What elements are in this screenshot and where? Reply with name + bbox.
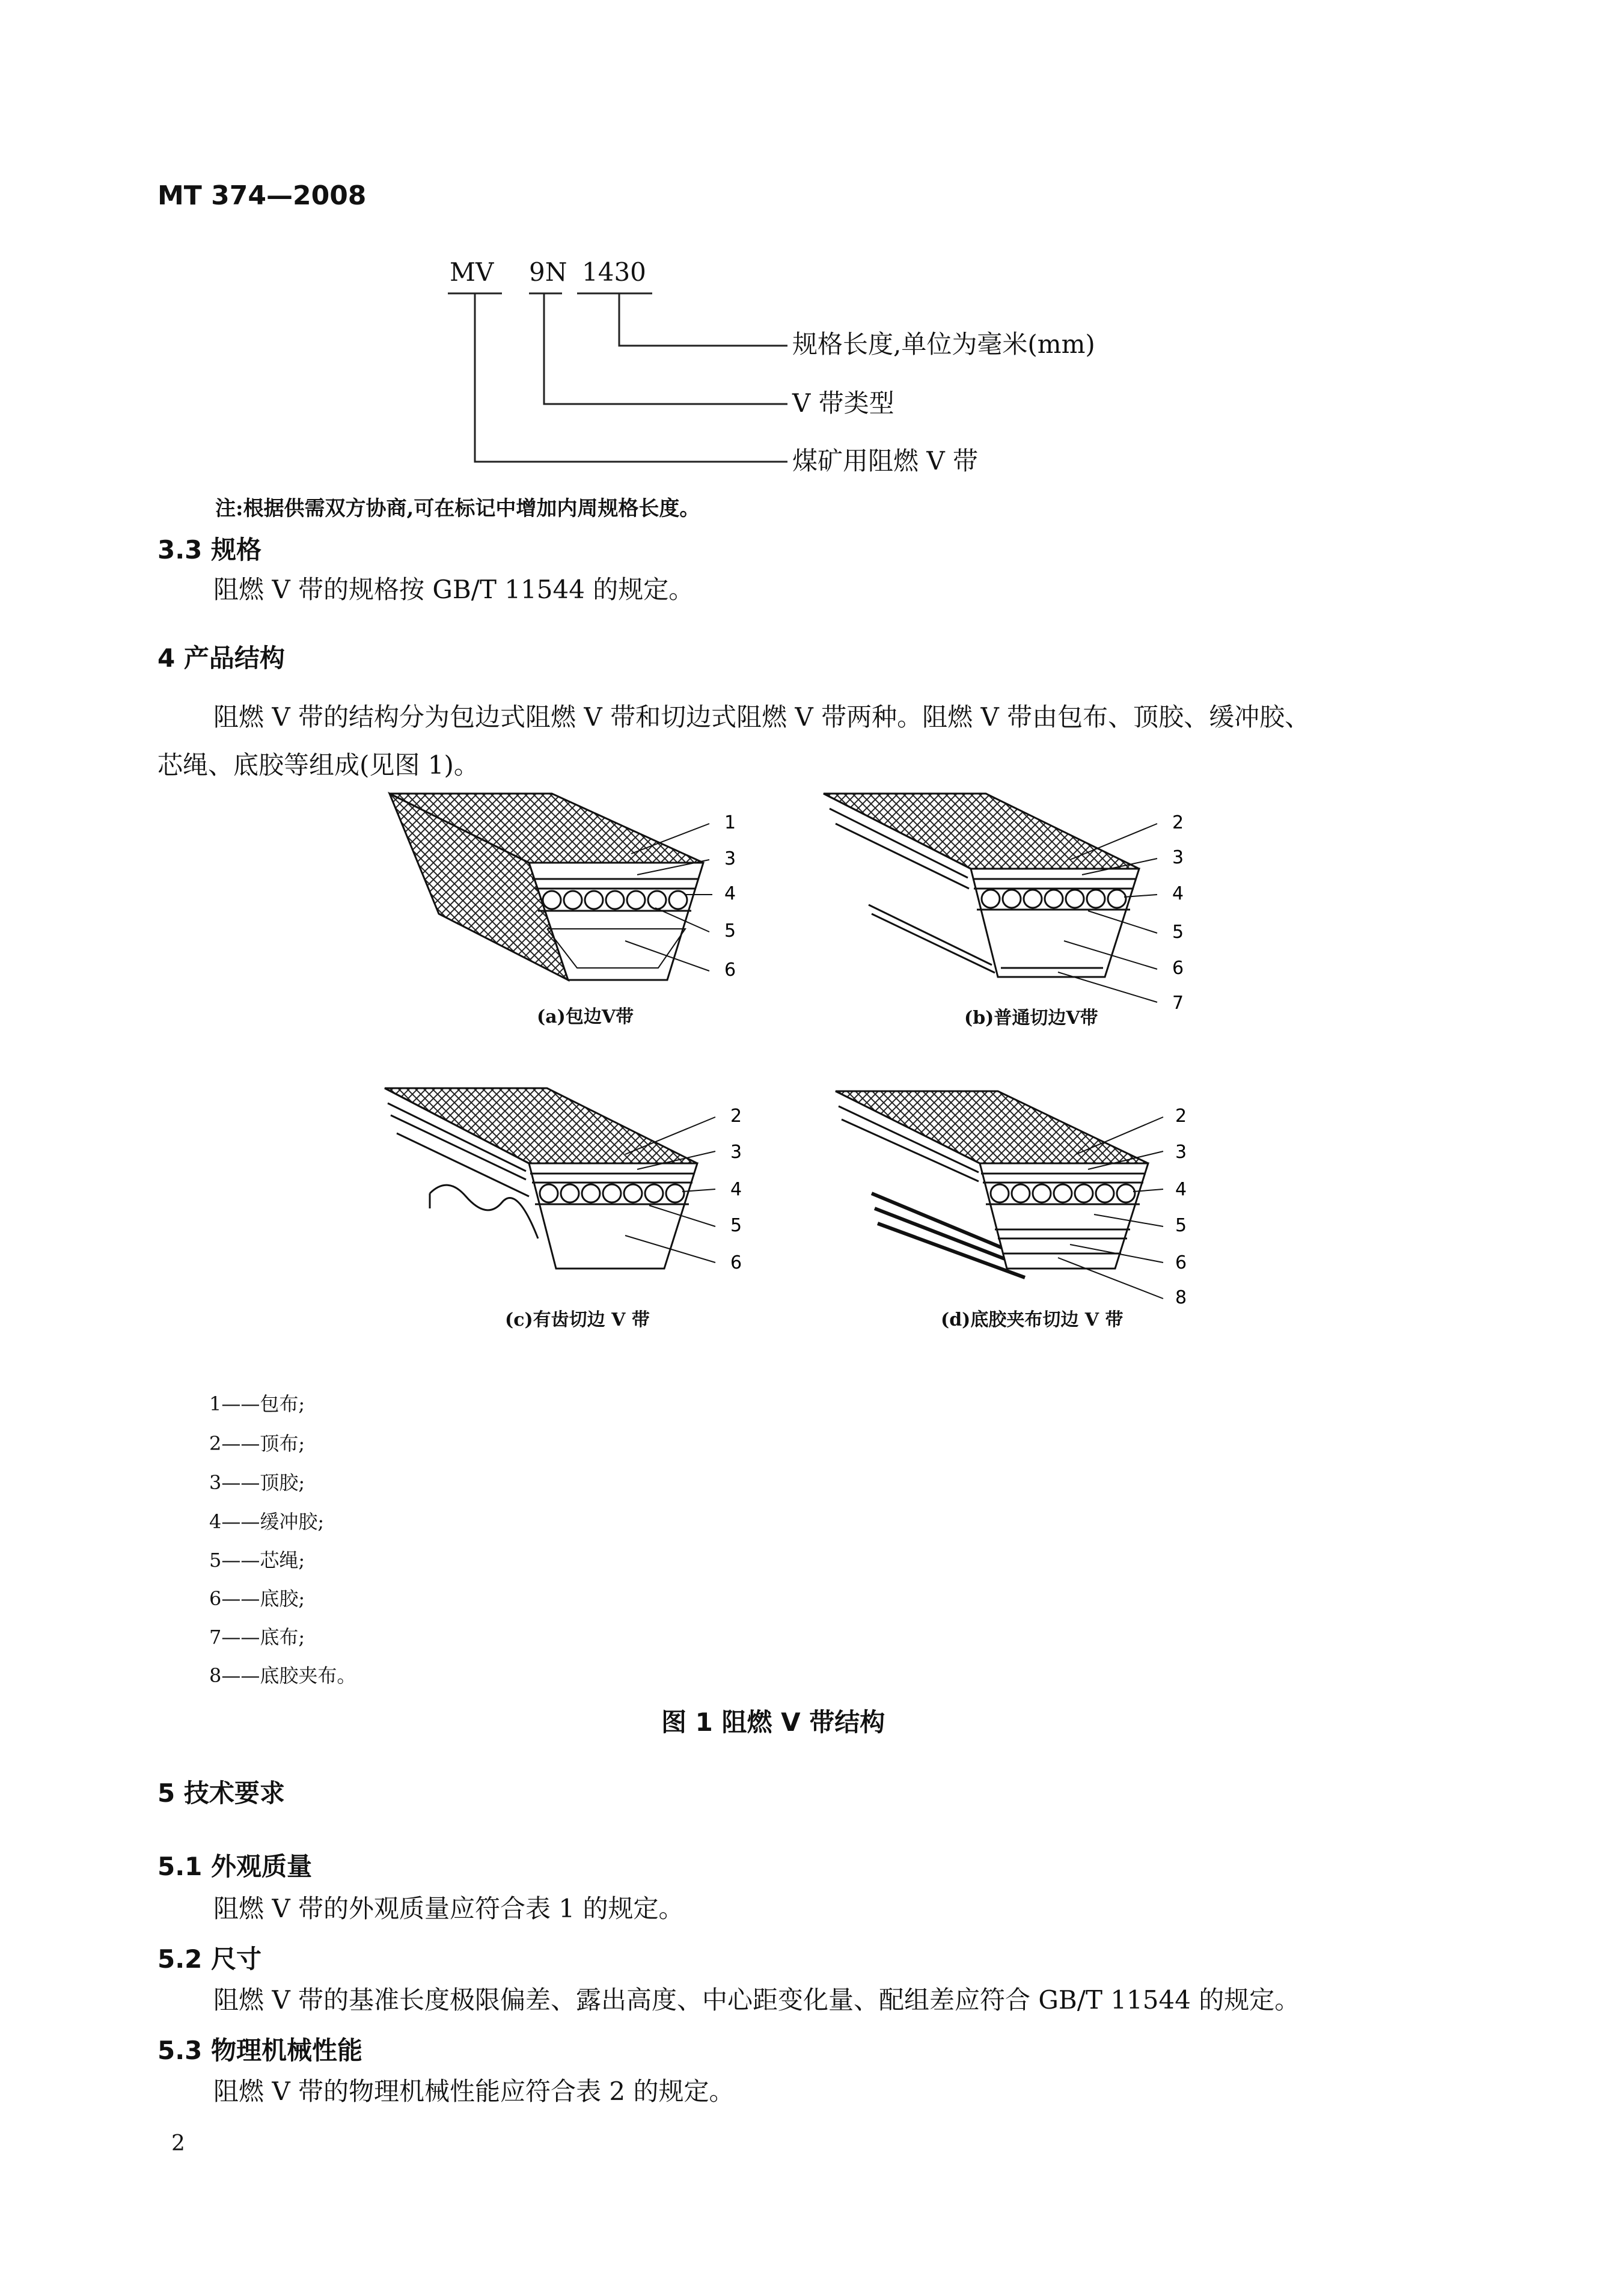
figure-c-label-4: 4 xyxy=(730,1179,742,1200)
marking-note: 注:根据供需双方协商,可在标记中增加内周规格长度。 xyxy=(215,497,700,521)
section-5-title: 5 技术要求 xyxy=(157,1778,285,1808)
legend-item-7: 7——底布; xyxy=(209,1626,305,1649)
figure-b-label-5: 5 xyxy=(1172,922,1184,943)
section-3-3-body: 阻燃 V 带的规格按 GB/T 11544 的规定。 xyxy=(213,575,694,604)
figure-d-label-5: 5 xyxy=(1175,1215,1187,1236)
page-number: 2 xyxy=(171,2131,185,2156)
marking-code-mv: MV xyxy=(450,257,494,287)
section-5-3-title: 5.3 物理机械性能 xyxy=(157,2036,363,2065)
section-5-1-body: 阻燃 V 带的外观质量应符合表 1 的规定。 xyxy=(213,1894,684,1923)
figure-b-label-4: 4 xyxy=(1172,883,1184,904)
section-4-body-line1: 阻燃 V 带的结构分为包边式阻燃 V 带和切边式阻燃 V 带两种。阻燃 V 带由包布、顶胶、缓冲胶、 xyxy=(213,702,1310,732)
figure-title: 图 1 阻燃 V 带结构 xyxy=(661,1707,885,1737)
figure-c-label-3: 3 xyxy=(730,1142,742,1163)
figure-d-label-6: 6 xyxy=(1175,1252,1187,1273)
figure-d-label-4: 4 xyxy=(1175,1179,1187,1200)
section-4-body-line2: 芯绳、底胶等组成(见图 1)。 xyxy=(157,750,479,780)
marking-code-type: 9N xyxy=(529,257,567,287)
section-5-2-title: 5.2 尺寸 xyxy=(157,1944,262,1974)
figure-d-label-8: 8 xyxy=(1175,1287,1187,1308)
section-3-3-title: 3.3 规格 xyxy=(157,535,262,565)
figure-a-label-4: 4 xyxy=(724,883,736,904)
legend-item-6: 6——底胶; xyxy=(209,1587,305,1610)
figure-d-label-2: 2 xyxy=(1175,1106,1187,1127)
figure-c-label-5: 5 xyxy=(730,1215,742,1236)
figure-a-label-5: 5 xyxy=(724,920,736,941)
figure-c-cogged-belt xyxy=(385,1088,715,1269)
marking-label-type: V 带类型 xyxy=(792,388,894,418)
legend-item-1: 1——包布; xyxy=(209,1392,305,1415)
figure-c-label-2: 2 xyxy=(730,1106,742,1127)
figure-d-fabric-base-belt xyxy=(836,1091,1163,1299)
section-5-2-body: 阻燃 V 带的基准长度极限偏差、露出高度、中心距变化量、配组差应符合 GB/T 11544 的规定。 xyxy=(213,1985,1300,2015)
section-5-1-title: 5.1 外观质量 xyxy=(157,1852,313,1881)
figure-a-label-3: 3 xyxy=(724,848,736,869)
figure-b-label-2: 2 xyxy=(1172,812,1184,833)
figure-a-label-1: 1 xyxy=(724,812,736,833)
legend-item-3: 3——顶胶; xyxy=(209,1471,305,1494)
figure-b-raw-edge-belt xyxy=(824,794,1157,1002)
marking-label-belt: 煤矿用阻燃 V 带 xyxy=(792,446,979,476)
section-4-title: 4 产品结构 xyxy=(157,643,285,673)
marking-code-length: 1430 xyxy=(582,257,646,287)
figure-a-caption: (a)包边V带 xyxy=(537,1006,634,1027)
section-5-3-body: 阻燃 V 带的物理机械性能应符合表 2 的规定。 xyxy=(213,2077,735,2106)
legend-item-5: 5——芯绳; xyxy=(209,1549,305,1572)
legend-item-2: 2——顶布; xyxy=(209,1432,305,1455)
figure-c-caption: (c)有齿切边 V 带 xyxy=(505,1309,650,1330)
figure-c-label-6: 6 xyxy=(730,1252,742,1273)
figure-b-label-3: 3 xyxy=(1172,847,1184,868)
figure-d-label-3: 3 xyxy=(1175,1142,1187,1163)
marking-label-length: 规格长度,单位为毫米(mm) xyxy=(792,329,1095,359)
figure-a-wrapped-belt xyxy=(390,794,712,980)
figure-b-caption: (b)普通切边V带 xyxy=(964,1008,1098,1029)
legend-item-8: 8——底胶夹布。 xyxy=(209,1664,356,1687)
figure-b-label-6: 6 xyxy=(1172,958,1184,979)
figure-a-label-6: 6 xyxy=(724,960,736,981)
document-code: MT 374—2008 xyxy=(157,180,367,211)
figure-b-label-7: 7 xyxy=(1172,993,1184,1014)
legend-item-4: 4——缓冲胶; xyxy=(209,1510,325,1533)
figure-d-caption: (d)底胶夹布切边 V 带 xyxy=(941,1309,1124,1330)
